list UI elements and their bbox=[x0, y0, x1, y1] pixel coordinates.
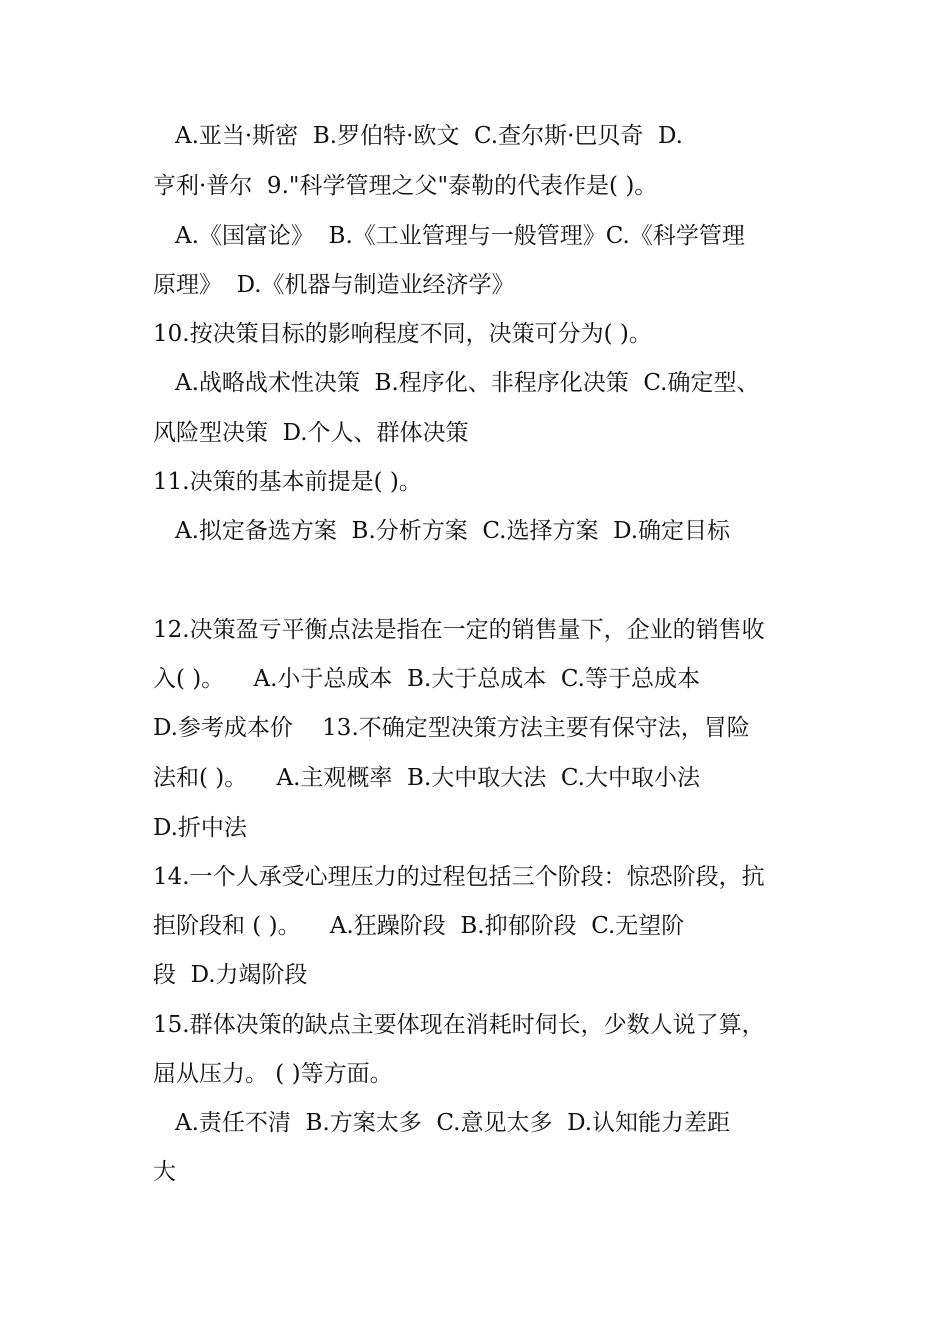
text-line: 原理》 D.《机器与制造业经济学》 bbox=[153, 272, 515, 298]
text-line: 屈从压力。 ( )等方面。 bbox=[153, 1061, 393, 1087]
text-line: D.折中法 bbox=[153, 815, 247, 841]
text-line: 入( )。 A.小于总成本 B.大于总成本 C.等于总成本 bbox=[153, 666, 700, 692]
text-line: 法和( )。 A.主观概率 B.大中取大法 C.大中取小法 bbox=[153, 765, 700, 791]
text-line: 10.按决策目标的影响程度不同，决策可分为( )。 bbox=[153, 321, 652, 347]
text-line: 拒阶段和 ( )。 A.狂躁阶段 B.抑郁阶段 C.无望阶 bbox=[153, 913, 685, 939]
text-line: A.《国富论》 B.《工业管理与一般管理》C.《科学管理 bbox=[175, 223, 745, 249]
text-line: 15.群体决策的缺点主要体现在消耗时伺长，少数人说了算， bbox=[153, 1012, 765, 1038]
text-line: A.战略战术性决策 B.程序化、非程序化决策 C.确定型、 bbox=[175, 370, 760, 396]
text-line: 大 bbox=[153, 1159, 176, 1185]
text-line: 11.决策的基本前提是( )。 bbox=[153, 469, 422, 495]
text-line: A.拟定备选方案 B.分析方案 C.选择方案 D.确定目标 bbox=[175, 518, 731, 544]
text-line: A.亚当·斯密 B.罗伯特·欧文 C.查尔斯·巴贝奇 D. bbox=[175, 123, 683, 149]
text-line: 段 D.力竭阶段 bbox=[153, 962, 308, 988]
text-line: D.参考成本价 13.不确定型决策方法主要有保守法，冒险 bbox=[153, 715, 750, 741]
text-line: 14.一个人承受心理压力的过程包括三个阶段：惊恐阶段，抗 bbox=[153, 864, 765, 890]
text-line: 亨利·普尔 9."科学管理之父"泰勒的代表作是( )。 bbox=[153, 173, 658, 199]
text-line: A.责任不清 B.方案太多 C.意见太多 D.认知能力差距 bbox=[175, 1110, 731, 1136]
text-line: 风险型决策 D.个人、群体决策 bbox=[153, 420, 469, 446]
text-line: 12.决策盈亏平衡点法是指在一定的销售量下，企业的销售收 bbox=[153, 617, 765, 643]
